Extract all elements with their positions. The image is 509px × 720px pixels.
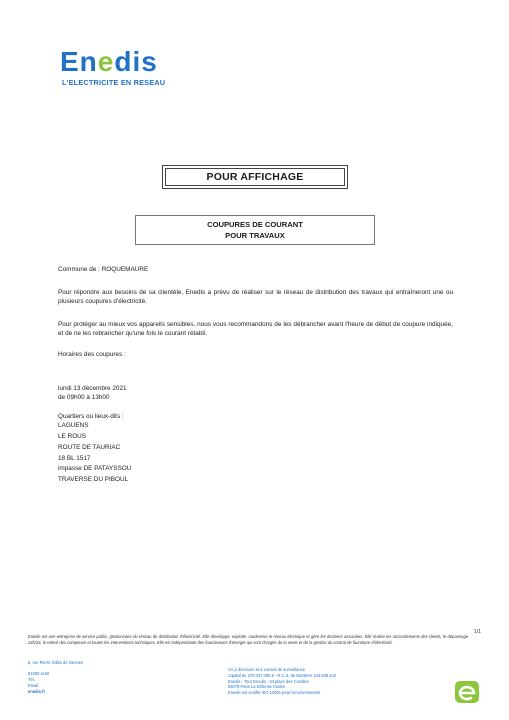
quartiers-label: Quartiers ou lieux-dits :: [58, 413, 124, 420]
paragraph-besoins: Pour répondre aux besoins de sa clientèle, Enedis a prévu de réaliser sur le réseau de distribution des travaux qui entraîneront une ou plusieurs coupures d'électricité.: [58, 289, 453, 305]
place-item: LAGUENS: [58, 422, 89, 429]
enedis-e-logo-icon: [455, 681, 479, 703]
footer-city: 81000 ALBI: [28, 671, 50, 676]
company-line: 92079 Paris La Défense Cedex: [228, 684, 285, 690]
place-item: ROUTE DE TAURIAC: [58, 444, 121, 451]
logo-wordmark: Enedis: [60, 46, 158, 77]
page-number: 1/1: [474, 629, 481, 635]
place-item: LE ROUS: [58, 433, 87, 440]
footer-tel: Tél. :: [28, 677, 38, 682]
company-line: SA à directoire et à conseil de surveillance: [228, 667, 305, 672]
company-line: Capital de 270 037 000 € - R.C.S. de Nanterre 444 608 442: [228, 672, 337, 678]
pour-affichage-title: POUR AFFICHAGE: [206, 171, 304, 183]
company-line: Enedis est certifié ISO 14001 pour l'environnement: [228, 690, 321, 696]
logo-tagline: L'ELECTRICITE EN RESEAU: [62, 78, 166, 87]
pour-affichage-box: [162, 165, 348, 189]
coupures-title-box: [135, 215, 375, 245]
footer-website[interactable]: enedis.fr: [28, 689, 46, 694]
footer-address: 5, rue Pierre Gilles de Gennes: [28, 660, 84, 665]
horaires-label: Horaires des coupures :: [58, 351, 126, 358]
place-item: TRAVERSE DU PIBOUL: [58, 476, 129, 483]
commune-line: Commune de : ROQUEMAURE: [58, 266, 149, 273]
coupure-date: lundi 13 décembre 2021: [58, 385, 127, 392]
footer-legal-text: Enedis est une entreprise de service public, gestionnaire du réseau de distribution d'électricité. Elle développe, exploite, modernise le réseau électrique et gère les données associées. Elle réalise les raccordements des clients, le dépannage 24h/24, le relevé des compteurs et toutes les interventions techniques. Elle est indépendante des fournisseurs d'énergie qui sont chargés de la vente et de la gestion du contrat de fourniture d'électricité.: [28, 634, 468, 645]
place-item: 18 BL 1517: [58, 455, 91, 462]
place-item: impasse DE PATAYSSOU: [58, 465, 132, 472]
enedis-logo: [60, 47, 180, 97]
paragraph-protection: Pour protéger au mieux vos appareils sensibles, nous vous recommandons de les débrancher avant l'heure de début de coupure indiquée, et de ne les rebrancher qu'une fois le courant rétabli.: [58, 321, 453, 337]
footer-email: Email :: [28, 683, 41, 688]
coupures-title-line2: POUR TRAVAUX: [225, 230, 285, 240]
company-line: Enedis - Tour Enedis - 34 place des Corolles: [228, 678, 309, 684]
coupure-time: de 09h00 à 13h00: [58, 394, 110, 401]
coupures-title-line1: COUPURES DE COURANT: [207, 220, 303, 229]
footer-contact: [28, 671, 49, 695]
footer-company-info: [228, 667, 336, 696]
